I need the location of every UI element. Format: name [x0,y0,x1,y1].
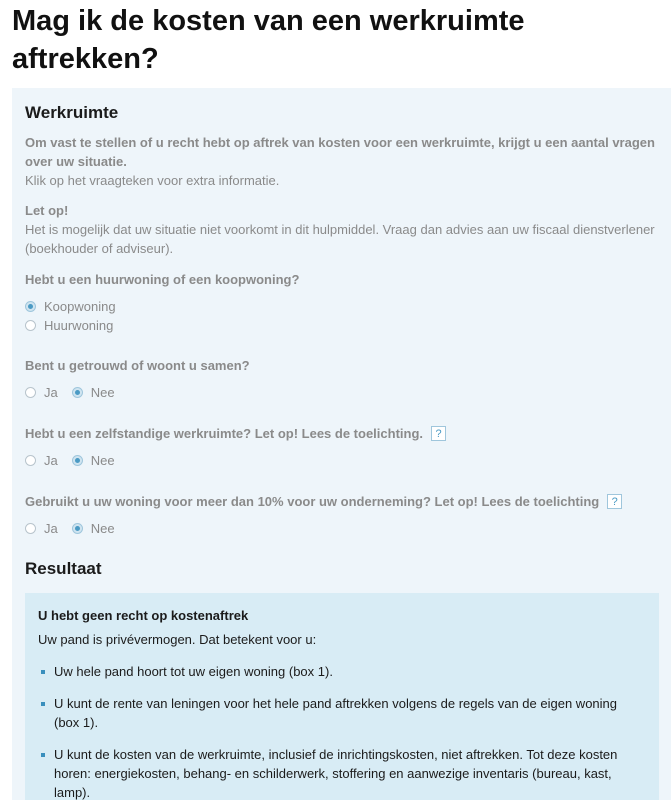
result-title: U hebt geen recht op kostenaftrek [38,608,249,623]
question-label: Hebt u een zelfstandige werkruimte? Let op! Lees de toelichting. [25,426,424,441]
list-item: U kunt de rente van leningen voor het hele pand aftrekken volgens de regels van de eigen woning (box 1). [38,694,645,732]
option-label: Koopwoning [44,299,116,314]
result-text: Uw pand is privévermogen. Dat betekent voor u: [38,632,317,647]
option-label: Nee [90,521,115,536]
radio-huurwoning[interactable] [25,316,659,335]
radio-selected-icon[interactable] [72,387,83,398]
help-icon[interactable]: ? [431,426,446,441]
radio-ja[interactable] [25,383,58,402]
option-label: Ja [44,385,58,400]
list-item: U kunt de kosten van de werkruimte, inclusief de inrichtingskosten, niet aftrekken. Tot deze kosten horen: energiekosten, behang- en schilderwerk, stoffering en aanwezige inventaris (bureau, kast, lamp). [38,745,645,802]
question-housing [25,270,659,335]
list-item: Uw hele pand hoort tot uw eigen woning (box 1). [38,662,645,681]
question-label: Hebt u een huurwoning of een koopwoning? [25,272,300,287]
radio-nee[interactable] [72,383,115,402]
option-label: Nee [90,453,115,468]
intro-hint: Klik op het vraagteken voor extra informatie. [25,173,280,188]
question-label: Gebruikt u uw woning voor meer dan 10% voor uw onderneming? Let op! Lees de toelichting [25,494,600,509]
result-box [25,593,659,800]
radio-ja[interactable] [25,451,58,470]
werkruimte-heading: Werkruimte [25,103,119,122]
note-title: Let op! [25,203,69,218]
werkruimte-panel [12,88,671,800]
note-text: Het is mogelijk dat uw situatie niet voorkomt in dit hulpmiddel. Vraag dan advies aan uw fiscaal dienstverlener (boekhouder of adviseur). [25,222,655,256]
radio-selected-icon[interactable] [72,455,83,466]
question-label: Bent u getrouwd of woont u samen? [25,358,250,373]
radio-koopwoning[interactable] [25,297,659,316]
question-workspace [25,424,659,470]
radio-selected-icon[interactable] [72,523,83,534]
option-label: Ja [44,453,58,468]
radio-selected-icon[interactable] [25,301,36,312]
radio-unselected-icon[interactable] [25,387,36,398]
option-label: Nee [90,385,115,400]
radio-nee[interactable] [72,451,115,470]
page-title: Mag ik de kosten van een werkruimte aftrekken? [12,5,525,75]
intro-text: Om vast te stellen of u recht hebt op aftrek van kosten voor een werkruimte, krijgt u een aantal vragen over uw situatie. [25,135,655,169]
question-business-use [25,492,659,538]
result-heading: Resultaat [25,559,102,578]
radio-ja[interactable] [25,519,58,538]
option-label: Huurwoning [44,318,114,333]
radio-unselected-icon[interactable] [25,320,36,331]
radio-unselected-icon[interactable] [25,523,36,534]
radio-unselected-icon[interactable] [25,455,36,466]
radio-nee[interactable] [72,519,115,538]
result-list [38,662,645,802]
option-label: Ja [44,521,58,536]
help-icon[interactable]: ? [607,494,622,509]
question-married [25,356,659,402]
